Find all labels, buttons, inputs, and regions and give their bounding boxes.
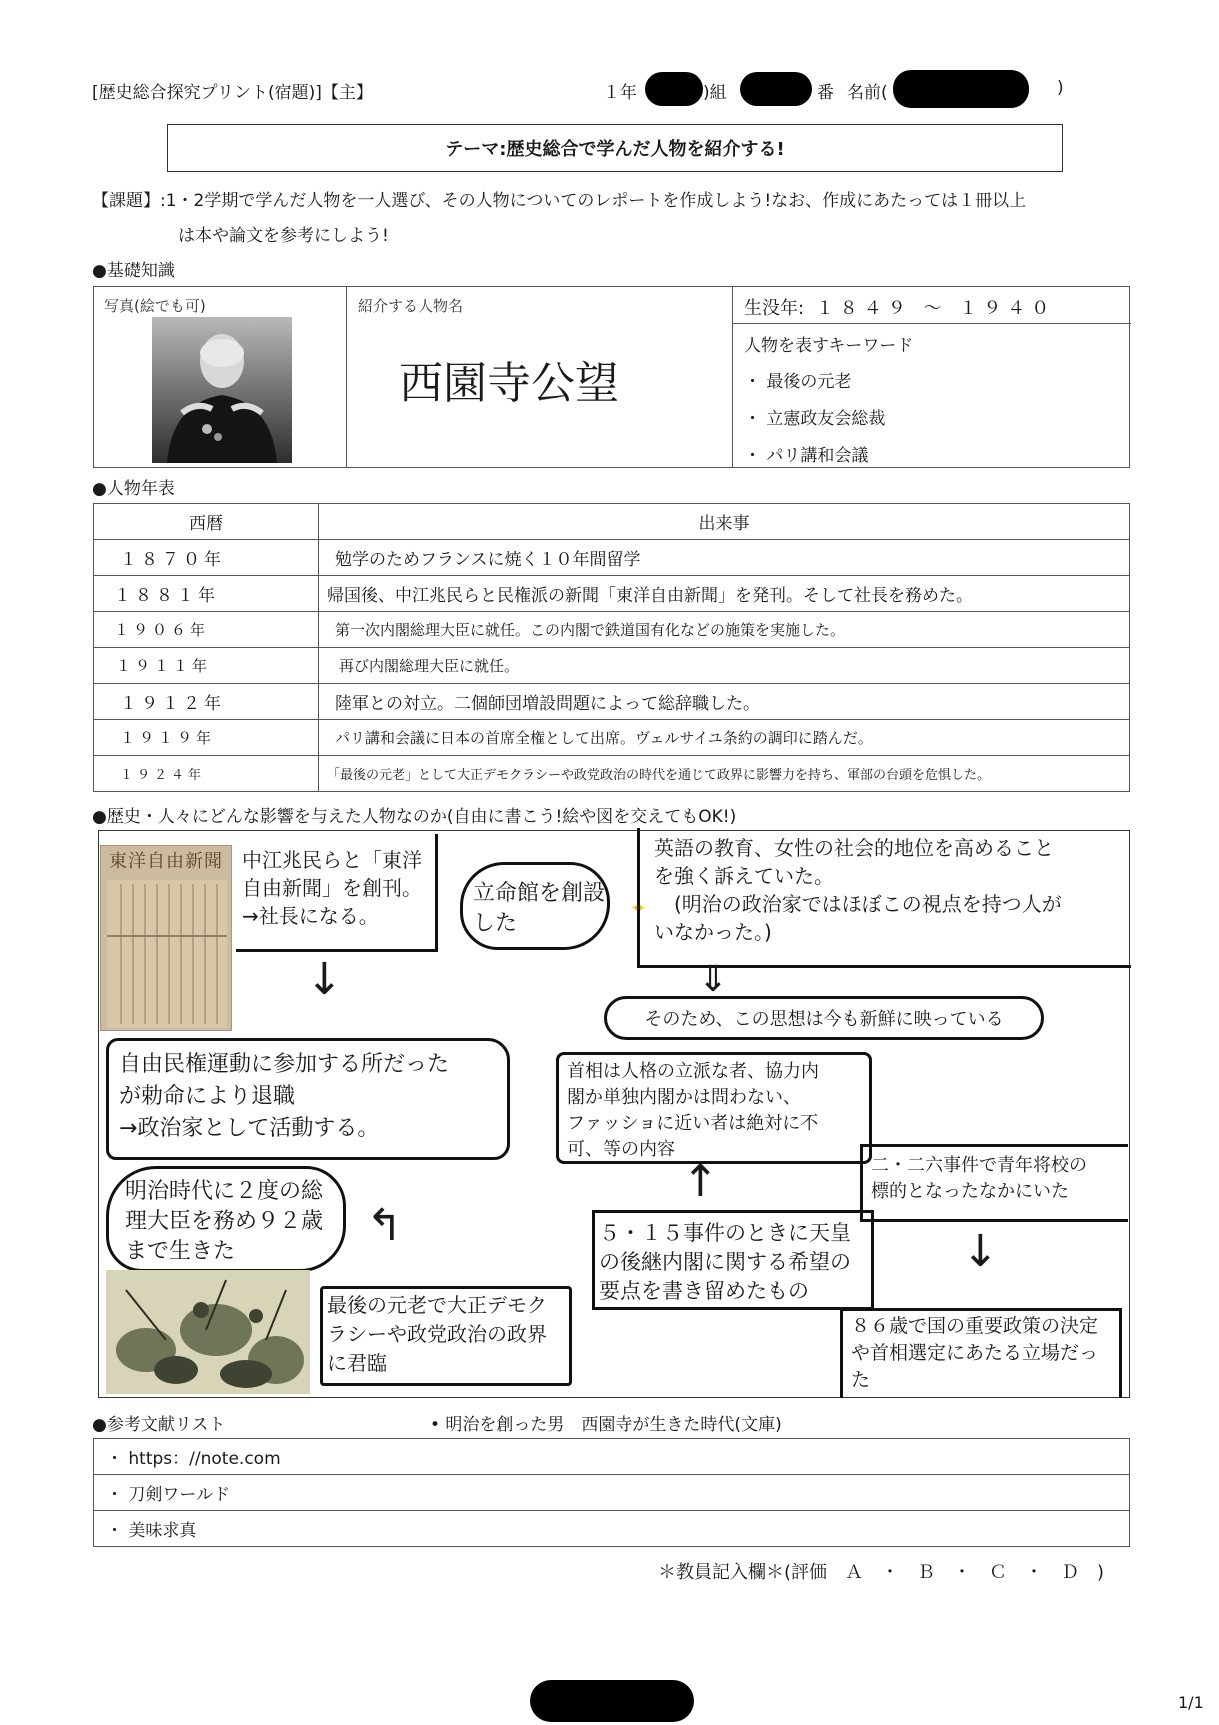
star-icon: ✦ (630, 896, 647, 920)
references-heading: ●参考文献リスト (92, 1415, 226, 1435)
timeline-event: 勉学のためフランスに焼く１０年間留学 (319, 540, 1130, 576)
timeline-event: 帰国後、中江兆民らと民権派の新聞「東洋自由新聞」を発刊。そして社長を務めた。 (319, 576, 1130, 612)
table-row (94, 684, 1130, 720)
note-line: (明治の政治家ではほぼこの視点を持つ人が (674, 892, 1062, 916)
up-arrow-icon: ↑ (682, 1156, 719, 1207)
down-arrow-icon: ↓ (306, 954, 343, 1005)
note-line: 理大臣を務め９２歳 (125, 1209, 324, 1234)
person-name-label: 紹介する人物名 (358, 297, 464, 315)
assignment-line1 (92, 186, 1026, 211)
photo-label: 写真(絵でも可) (104, 297, 206, 315)
timeline-year: １８７０年 (94, 540, 319, 576)
timeline-year: １９０６年 (94, 612, 319, 648)
timeline-year: １９１１年 (94, 648, 319, 684)
table-row (94, 576, 1130, 612)
timeline-event: 陸軍との対立。二個師団増設問題によって総辞職した。 (319, 684, 1130, 720)
note-may15-incident (592, 1210, 874, 1310)
print-title: [歴史総合探究プリント(宿題)]【主】 (92, 83, 373, 103)
reference-item: ・ 刀剣ワールド (94, 1475, 1130, 1511)
note-line: 閣か単独内閣かは問わない、 (567, 1087, 801, 1108)
influence-heading: ●歴史・人々にどんな影響を与えた人物なのか(自由に書こう!絵や図を交えてもOK!) (92, 807, 737, 827)
assignment-text: 1・2学期で学んだ人物を一人選び、その人物についてのレポートを作成しよう!なお、作成にあたっては１冊以上 (165, 191, 1027, 211)
note-line: まで生きた (125, 1239, 236, 1264)
timeline-event: 「最後の元老」として大正デモクラシーや政党政治の時代を通じて政界に影響力を持ち、軍部の台頭を危惧した。 (319, 756, 1130, 792)
timeline-event: 第一次内閣総理大臣に就任。この内閣で鉄道国有化などの施策を実施した。 (319, 612, 1130, 648)
reference-item: ・ 美味求真 (94, 1511, 1130, 1547)
timeline-heading: ●人物年表 (92, 479, 175, 499)
note-line: 中江兆民らと「東洋 (242, 848, 422, 872)
note-line: 立命館を創設 (473, 881, 606, 906)
note-line: を強く訴えていた。 (654, 864, 834, 888)
assignment-label: 【課題】: (92, 191, 166, 211)
lifespan (744, 294, 1055, 320)
note-ritsumeikan (460, 862, 610, 950)
note-line: ラシーや政党政治の政界 (327, 1322, 547, 1346)
newspaper-masthead: 東洋自由新聞 (109, 851, 223, 872)
table-row (94, 1511, 1130, 1547)
note-line: た (851, 1369, 871, 1391)
redacted-class (740, 72, 812, 106)
up-left-arrow-icon: ↰ (366, 1200, 403, 1251)
reference-item: ・ https：//note.com (94, 1439, 1130, 1475)
note-line: 自由民権運動に参加する所だった (119, 1052, 450, 1077)
timeline-year: １８８１年 (94, 576, 319, 612)
year-label: １年 (603, 83, 637, 103)
keyword-item: ・ 立憲政友会総裁 (744, 409, 886, 429)
timeline-header-row (94, 504, 1130, 540)
table-row (94, 612, 1130, 648)
teacher-evaluation: ＊教員記入欄＊(評価 Ａ ・ Ｂ ・ Ｃ ・ Ｄ ) (658, 1562, 1105, 1583)
timeline-event: パリ講和会議に日本の首席全権として出席。ヴェルサイユ条約の調印に踏んだ。 (319, 720, 1130, 756)
newspaper-image (100, 845, 232, 1031)
note-line: 明治時代に２度の総 (125, 1179, 324, 1204)
note-line: の後継内閣に関する希望の (599, 1250, 851, 1274)
keyword-item: ・ 最後の元老 (744, 372, 852, 392)
class-label: )組 (703, 83, 727, 103)
timeline-year: １９２４年 (94, 756, 319, 792)
note-prime-minister-criteria (556, 1052, 872, 1164)
note-line: ファッショに近い者は絶対に不 (567, 1113, 819, 1134)
note-line: に君臨 (327, 1351, 387, 1375)
col-year-header: 西暦 (94, 504, 319, 540)
note-line: いなかった。) (654, 920, 772, 944)
note-line: 可、等の内容 (567, 1139, 675, 1160)
note-line: ８６歳で国の重要政策の決定 (851, 1315, 1099, 1337)
table-row (94, 1439, 1130, 1475)
number-label: 番 (817, 83, 834, 103)
basic-knowledge-table (93, 286, 1130, 468)
table-row (94, 648, 1130, 684)
basic-knowledge-heading: ●基礎知識 (92, 261, 175, 281)
person-name: 西園寺公望 (399, 358, 619, 409)
note-meiji-prime-minister (106, 1166, 346, 1272)
note-line: が勅命により退職 (119, 1084, 296, 1109)
note-age86-role (840, 1308, 1122, 1398)
note-feb26-incident (860, 1144, 1128, 1222)
keyword-item: ・ パリ講和会議 (744, 446, 869, 466)
col-event-header: 出来事 (319, 504, 1130, 540)
note-line: 最後の元老で大正デモク (327, 1293, 547, 1317)
timeline-year: １９１９年 (94, 720, 319, 756)
table-row (94, 540, 1130, 576)
note-english-education (637, 828, 1131, 968)
keywords-label: 人物を表すキーワード (744, 336, 914, 356)
name-close: ) (1057, 78, 1064, 98)
table-row (94, 720, 1130, 756)
note-line: →政治家として活動する。 (119, 1116, 380, 1141)
redacted-year (645, 72, 703, 106)
theme-title: テーマ:歴史総合で学んだ人物を紹介する! (445, 139, 785, 160)
timeline-event: 再び内閣総理大臣に就任。 (319, 648, 1130, 684)
table-row (94, 1475, 1130, 1511)
note-last-genro (320, 1286, 572, 1386)
redacted-footer (530, 1680, 694, 1722)
references-table (93, 1438, 1130, 1547)
note-newspaper-founding (236, 834, 438, 952)
note-liberty-movement (106, 1038, 510, 1160)
double-down-arrow-icon: ⇓ (698, 959, 729, 1000)
timeline-year: １９１２年 (94, 684, 319, 720)
timeline-table (93, 503, 1130, 792)
note-fresh-idea: そのため、この思想は今も新鮮に映っている (604, 996, 1044, 1040)
reference-book: • 明治を創った男 西園寺が生きた時代(文庫) (430, 1415, 782, 1435)
note-line: 自由新聞」を創刊。 (242, 876, 422, 900)
illustration-image (106, 1270, 310, 1394)
note-line: した (473, 911, 518, 936)
table-row (94, 756, 1130, 792)
theme-box (167, 124, 1063, 172)
name-label: 名前( (847, 83, 888, 103)
note-line: 要点を書き留めたもの (599, 1279, 809, 1303)
note-line: →社長になる。 (242, 904, 379, 928)
note-line: ５・１５事件のときに天皇 (599, 1221, 851, 1245)
note-line: 標的となったなかにいた (871, 1181, 1069, 1202)
redacted-name (893, 70, 1029, 108)
portrait-photo (152, 317, 292, 463)
page-number: 1/1 (1178, 1693, 1204, 1712)
down-arrow-icon: ↓ (962, 1226, 999, 1277)
lifespan-label: 生没年: (744, 298, 805, 319)
lifespan-value: １８４９ 〜 １９４０ (815, 298, 1056, 319)
note-line: 二・二六事件で青年将校の (871, 1155, 1087, 1176)
note-line: 英語の教育、女性の社会的地位を高めること (654, 836, 1054, 860)
note-line: 首相は人格の立派な者、協力内 (567, 1061, 819, 1082)
note-line: や首相選定にあたる立場だっ (851, 1342, 1099, 1364)
assignment-line2: は本や論文を参考にしよう! (178, 226, 389, 246)
